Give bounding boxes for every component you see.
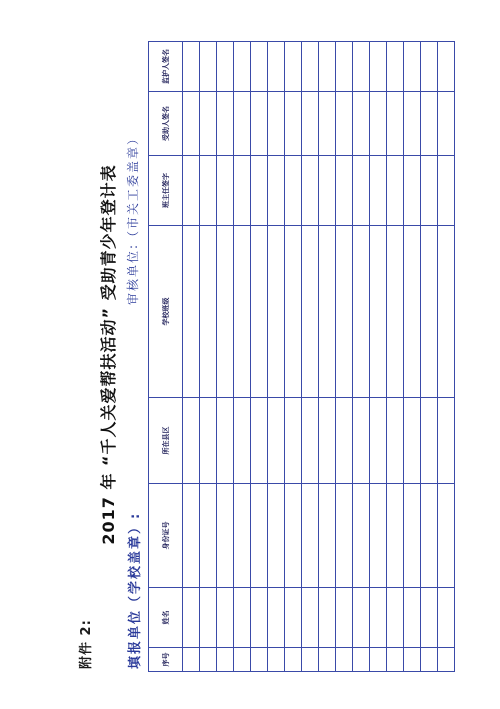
table-cell[interactable] — [234, 42, 251, 92]
header-id-number: 身份证号 — [149, 484, 183, 588]
table-cell[interactable] — [217, 398, 234, 484]
table-cell[interactable] — [234, 226, 251, 398]
table-cell[interactable] — [234, 92, 251, 156]
table-cell[interactable] — [319, 42, 336, 92]
table-cell[interactable] — [200, 92, 217, 156]
table-cell[interactable] — [370, 484, 387, 588]
table-cell[interactable] — [438, 92, 455, 156]
table-cell[interactable] — [319, 226, 336, 398]
table-cell[interactable] — [387, 42, 404, 92]
table-cell[interactable] — [336, 42, 353, 92]
table-cell[interactable] — [183, 156, 200, 226]
table-cell[interactable] — [353, 588, 370, 648]
table-cell[interactable] — [268, 42, 285, 92]
table-cell[interactable] — [387, 648, 404, 672]
table-cell[interactable] — [217, 588, 234, 648]
table-cell[interactable] — [183, 484, 200, 588]
table-cell[interactable] — [421, 156, 438, 226]
table-cell[interactable] — [353, 156, 370, 226]
table-cell[interactable] — [438, 226, 455, 398]
table-cell[interactable] — [251, 92, 268, 156]
table-row — [319, 42, 336, 672]
table-cell[interactable] — [421, 484, 438, 588]
table-cell[interactable] — [200, 156, 217, 226]
table-cell[interactable] — [421, 648, 438, 672]
table-row — [421, 42, 438, 672]
table-cell[interactable] — [183, 226, 200, 398]
table-cell[interactable] — [319, 156, 336, 226]
table-cell[interactable] — [421, 92, 438, 156]
table-cell[interactable] — [404, 226, 421, 398]
table-cell[interactable] — [336, 156, 353, 226]
table-cell[interactable] — [268, 648, 285, 672]
table-cell[interactable] — [370, 226, 387, 398]
table-cell[interactable] — [302, 648, 319, 672]
table-row — [234, 42, 251, 672]
table-cell[interactable] — [302, 156, 319, 226]
table-header-row — [149, 42, 183, 672]
table-row — [438, 42, 455, 672]
table-cell[interactable] — [387, 92, 404, 156]
table-cell[interactable] — [353, 648, 370, 672]
table-cell[interactable] — [302, 398, 319, 484]
table-row — [404, 42, 421, 672]
table-cell[interactable] — [285, 92, 302, 156]
table-body — [183, 42, 455, 672]
table-cell[interactable] — [319, 588, 336, 648]
table-row — [353, 42, 370, 672]
table-cell[interactable] — [336, 92, 353, 156]
table-cell[interactable] — [200, 226, 217, 398]
table-cell[interactable] — [251, 484, 268, 588]
table-cell[interactable] — [387, 156, 404, 226]
table-cell[interactable] — [370, 398, 387, 484]
table-row — [285, 42, 302, 672]
table-cell[interactable] — [319, 398, 336, 484]
header-index: 序号 — [149, 648, 183, 672]
table-cell[interactable] — [268, 588, 285, 648]
table-cell[interactable] — [387, 484, 404, 588]
table-cell[interactable] — [285, 398, 302, 484]
table-cell[interactable] — [285, 648, 302, 672]
table-cell[interactable] — [217, 226, 234, 398]
table-cell[interactable] — [302, 226, 319, 398]
table-cell[interactable] — [200, 398, 217, 484]
table-cell[interactable] — [438, 42, 455, 92]
table-cell[interactable] — [285, 226, 302, 398]
table-cell[interactable] — [251, 156, 268, 226]
table-cell[interactable] — [353, 484, 370, 588]
table-row — [200, 42, 217, 672]
table-row — [217, 42, 234, 672]
table-cell[interactable] — [217, 42, 234, 92]
table-cell[interactable] — [438, 398, 455, 484]
table-cell[interactable] — [234, 648, 251, 672]
table-cell[interactable] — [404, 156, 421, 226]
table-cell[interactable] — [200, 648, 217, 672]
table-cell[interactable] — [370, 156, 387, 226]
table-cell[interactable] — [353, 92, 370, 156]
table-cell[interactable] — [438, 648, 455, 672]
table-row — [183, 42, 200, 672]
table-cell[interactable] — [353, 226, 370, 398]
table-cell[interactable] — [183, 42, 200, 92]
table-row — [251, 42, 268, 672]
table-row — [370, 42, 387, 672]
table-cell[interactable] — [217, 92, 234, 156]
table-cell[interactable] — [421, 588, 438, 648]
table-cell[interactable] — [234, 398, 251, 484]
header-school-class: 学校班级 — [149, 226, 183, 398]
table-cell[interactable] — [438, 484, 455, 588]
table-cell[interactable] — [387, 588, 404, 648]
table-cell[interactable] — [217, 156, 234, 226]
table-cell[interactable] — [302, 588, 319, 648]
table-cell[interactable] — [251, 42, 268, 92]
fill-unit-label: 填报单位（学校盖章）: — [128, 511, 143, 669]
table-row — [302, 42, 319, 672]
table-cell[interactable] — [319, 648, 336, 672]
table-cell[interactable] — [302, 484, 319, 588]
table-cell[interactable] — [302, 92, 319, 156]
table-cell[interactable] — [421, 42, 438, 92]
table-cell[interactable] — [200, 484, 217, 588]
registration-table — [148, 41, 455, 672]
table-cell[interactable] — [438, 156, 455, 226]
table-cell[interactable] — [234, 588, 251, 648]
table-cell[interactable] — [234, 484, 251, 588]
table-cell[interactable] — [387, 398, 404, 484]
table-cell[interactable] — [404, 648, 421, 672]
table-cell[interactable] — [268, 156, 285, 226]
table-cell[interactable] — [234, 156, 251, 226]
table-cell[interactable] — [268, 92, 285, 156]
header-teacher-signature: 班主任签字 — [149, 156, 183, 226]
table-cell[interactable] — [319, 484, 336, 588]
table-cell[interactable] — [353, 398, 370, 484]
table-cell[interactable] — [251, 398, 268, 484]
review-unit-label: 审核单位:（市关工委盖章） — [126, 130, 140, 305]
table-row — [336, 42, 353, 672]
table-cell[interactable] — [200, 588, 217, 648]
header-guardian-signature: 监护人签名 — [149, 42, 183, 92]
table-cell[interactable] — [183, 588, 200, 648]
table-cell[interactable] — [370, 92, 387, 156]
table-cell[interactable] — [200, 42, 217, 92]
table-cell[interactable] — [370, 648, 387, 672]
table-cell[interactable] — [183, 648, 200, 672]
table-cell[interactable] — [285, 484, 302, 588]
table-cell[interactable] — [285, 156, 302, 226]
page-title: 2017 年 “千人关爱帮扶活动” 受助青少年登计表 — [99, 164, 118, 545]
table-cell[interactable] — [336, 588, 353, 648]
table-cell[interactable] — [302, 42, 319, 92]
table-cell[interactable] — [217, 484, 234, 588]
table-cell[interactable] — [251, 226, 268, 398]
table-cell[interactable] — [404, 398, 421, 484]
attachment-label: 附件 2: — [79, 619, 94, 669]
table-cell[interactable] — [353, 42, 370, 92]
table-cell[interactable] — [404, 588, 421, 648]
header-district: 所在县区 — [149, 398, 183, 484]
table-cell[interactable] — [336, 398, 353, 484]
table-cell[interactable] — [370, 588, 387, 648]
table-cell[interactable] — [319, 92, 336, 156]
table-cell[interactable] — [421, 398, 438, 484]
table-cell[interactable] — [268, 398, 285, 484]
table-cell[interactable] — [387, 226, 404, 398]
table-row — [387, 42, 404, 672]
table-cell[interactable] — [183, 398, 200, 484]
table-cell[interactable] — [268, 484, 285, 588]
table-cell[interactable] — [370, 42, 387, 92]
table-row — [268, 42, 285, 672]
table-cell[interactable] — [404, 484, 421, 588]
table-cell[interactable] — [336, 226, 353, 398]
table-cell[interactable] — [285, 42, 302, 92]
table-cell[interactable] — [251, 588, 268, 648]
table-cell[interactable] — [438, 588, 455, 648]
table-cell[interactable] — [183, 92, 200, 156]
table-cell[interactable] — [268, 226, 285, 398]
table-cell[interactable] — [217, 648, 234, 672]
table-cell[interactable] — [251, 648, 268, 672]
table-cell[interactable] — [336, 648, 353, 672]
table-cell[interactable] — [336, 484, 353, 588]
header-recipient-signature: 受助人签名 — [149, 92, 183, 156]
table-cell[interactable] — [421, 226, 438, 398]
table-cell[interactable] — [404, 92, 421, 156]
table-cell[interactable] — [404, 42, 421, 92]
header-name: 姓名 — [149, 588, 183, 648]
table-cell[interactable] — [285, 588, 302, 648]
